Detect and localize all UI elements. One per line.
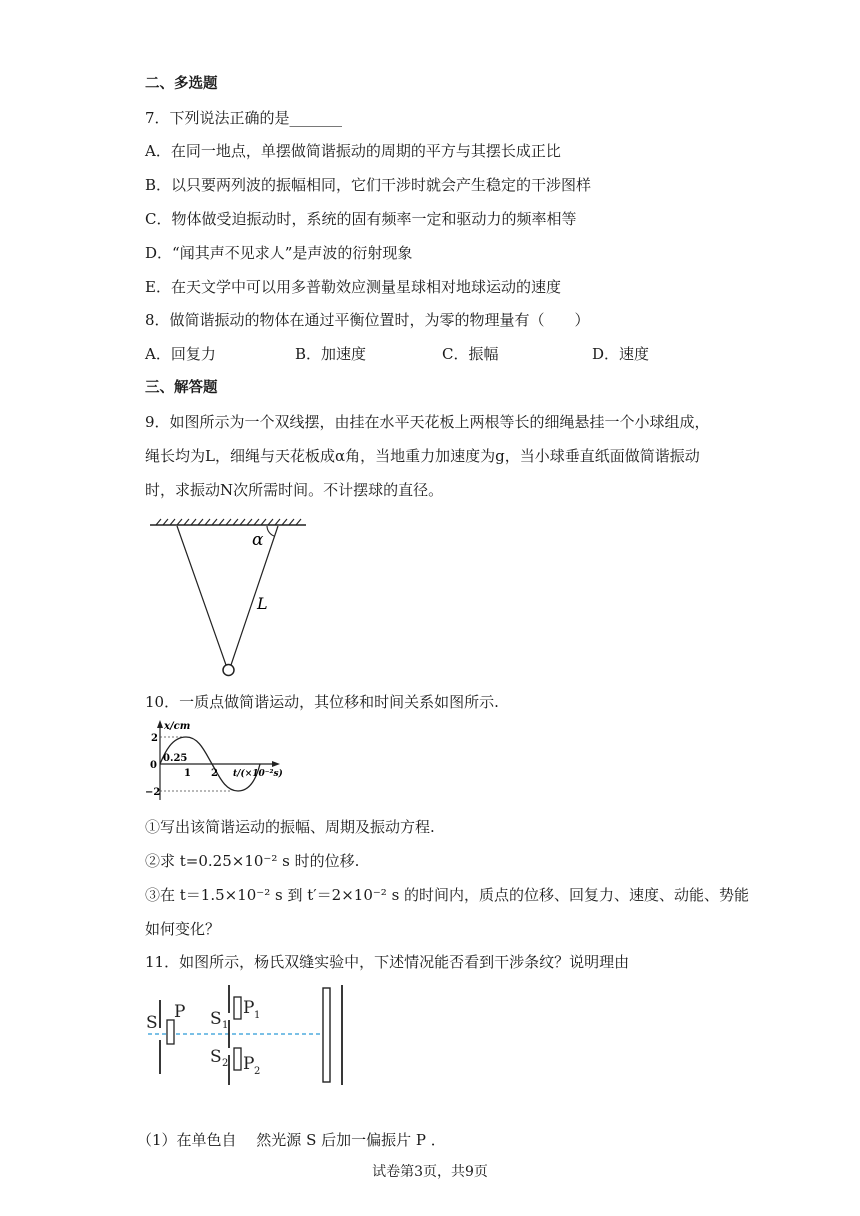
page-footer: 试卷第3页，共9页 [372, 1164, 488, 1180]
q10-sub-3a: ③在 t＝1.5×10⁻² s 到 t′＝2×10⁻² s 的时间内，质点的位移、回复力、速度、动能、势能 [145, 886, 750, 904]
label-p1-sub: 1 [254, 1010, 261, 1021]
tick-0.25: 0.25 [163, 753, 188, 764]
label-p: P [174, 1002, 186, 1022]
label-s1: S [210, 1009, 222, 1029]
length-label: L [257, 594, 268, 613]
q8-option-c: C．振幅 [442, 345, 499, 363]
label-p1: P [243, 998, 255, 1018]
tick-y-minus-2: −2 [145, 787, 161, 798]
q10-sub-2: ②求 t=0.25×10⁻² s 时的位移. [145, 852, 360, 870]
q10-sub-3b: 如何变化？ [145, 920, 221, 938]
q11-stem: 11．如图所示，杨氏双缝实验中，下述情况能否看到干涉条纹？说明理由 [145, 953, 630, 971]
tick-0: 0 [150, 760, 157, 771]
graph-ylabel: x/cm [164, 721, 191, 732]
q7-option-e: E．在天文学中可以用多普勒效应测量星球相对地球运动的速度 [145, 278, 561, 296]
tick-y-2: 2 [151, 733, 158, 744]
q8-option-b: B．加速度 [295, 345, 367, 363]
label-p2-sub: 2 [254, 1066, 261, 1077]
q8-stem: 8．做简谐振动的物体在通过平衡位置时，为零的物理量有（ ） [145, 311, 590, 329]
graph-xlabel: t/(×10⁻²s) [233, 769, 283, 779]
tick-2: 2 [211, 768, 218, 779]
polarizer-p2 [234, 1048, 241, 1070]
tick-1: 1 [184, 768, 191, 779]
label-s1-sub: 1 [222, 1020, 229, 1031]
section-heading-answer: 三、解答题 [145, 380, 218, 396]
q9-line-1: 9．如图所示为一个双线摆，由挂在水平天花板上两根等长的细绳悬挂一个小球组成， [145, 413, 710, 431]
screen-plate [323, 988, 330, 1082]
q7-option-d: D．“闻其声不见求人”是声波的衍射现象 [145, 244, 413, 262]
alpha-label: α [252, 530, 264, 550]
section-heading-multiple-choice: 二、多选题 [145, 76, 218, 92]
label-s2: S [210, 1047, 222, 1067]
label-s2-sub: 2 [222, 1058, 229, 1069]
q7-option-b: B．以只要两列波的振幅相同，它们干涉时就会产生稳定的干涉图样 [145, 176, 592, 194]
q9-line-3: 时，求振动N次所需时间。不计摆球的直径。 [145, 481, 444, 499]
polarizer-p [167, 1020, 174, 1044]
polarizer-p1 [234, 997, 241, 1019]
q8-option-a: A．回复力 [145, 345, 216, 363]
q10-stem: 10．一质点做简谐运动，其位移和时间关系如图所示. [145, 693, 499, 711]
q7-option-c: C．物体做受迫振动时，系统的固有频率一定和驱动力的频率相等 [145, 210, 577, 228]
q10-sub-1: ①写出该简谐运动的振幅、周期及振动方程. [145, 818, 435, 836]
label-s: S [146, 1013, 158, 1033]
q7-option-a: A．在同一地点，单摆做简谐振动的周期的平方与其摆长成正比 [145, 142, 561, 160]
label-p2: P [243, 1054, 255, 1074]
q8-option-d: D．速度 [592, 345, 650, 363]
q7-stem: 7．下列说法正确的是_______ [145, 109, 343, 127]
q11-sub-1: （1）在单色自 然光源 S 后加一偏振片 P ． [137, 1131, 446, 1149]
q9-line-2: 绳长均为L，细绳与天花板成α角，当地重力加速度为g，当小球垂直纸面做简谐振动 [145, 447, 700, 465]
